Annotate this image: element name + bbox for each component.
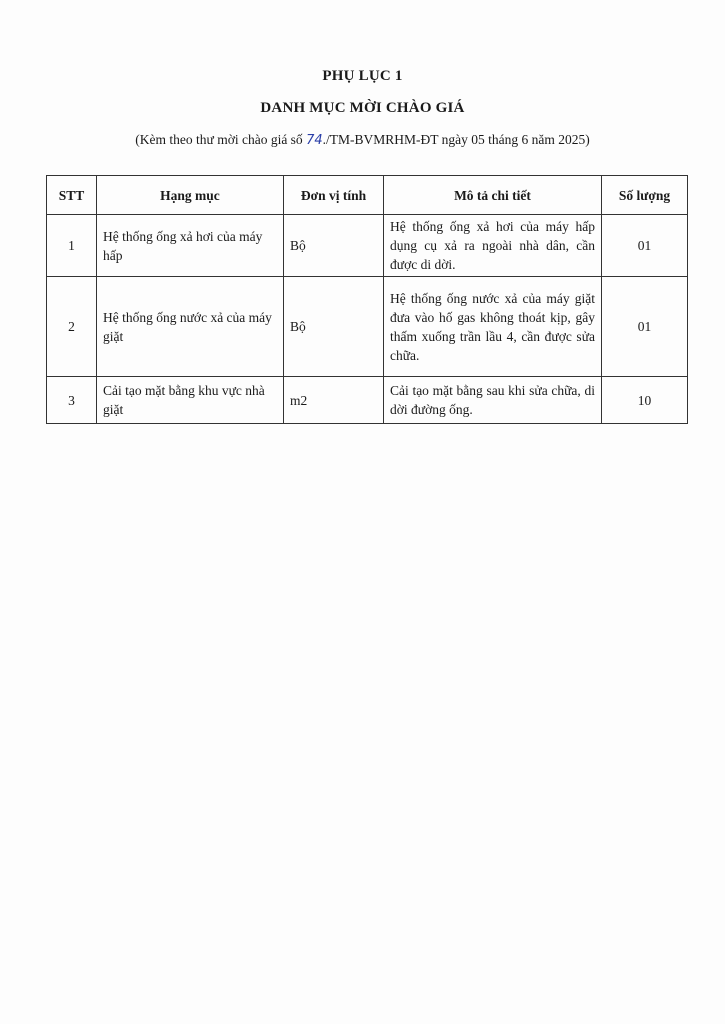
column-header-stt: STT [47, 176, 97, 215]
reference-prefix: (Kèm theo thư mời chào giá số [135, 132, 307, 147]
cell-description: Hệ thống ống nước xả của máy giặt đưa vào hố gas không thoát kịp, gây thấm xuống trần lầu 4, cần được sửa chữa. [384, 277, 602, 377]
cell-description: Hệ thống ống xả hơi của máy hấp dụng cụ xả ra ngoài nhà dân, cần được di dời. [384, 215, 602, 277]
cell-description: Cải tạo mặt bằng sau khi sửa chữa, di dời đường ống. [384, 377, 602, 424]
column-header-description: Mô tả chi tiết [384, 176, 602, 215]
cell-stt: 3 [47, 377, 97, 424]
reference-suffix: ./TM-BVMRHM-ĐT ngày 05 tháng 6 năm 2025) [322, 132, 590, 147]
column-header-quantity: Số lượng [602, 176, 688, 215]
cell-unit: Bộ [284, 215, 384, 277]
cell-quantity: 01 [602, 277, 688, 377]
column-header-unit: Đơn vị tính [284, 176, 384, 215]
table-row [47, 377, 688, 424]
cell-item: Hệ thống ống xả hơi của máy hấp [97, 215, 284, 277]
cell-quantity: 01 [602, 215, 688, 277]
cell-unit: Bộ [284, 277, 384, 377]
reference-line [0, 132, 725, 148]
handwritten-reference-number: 74 [306, 133, 323, 148]
items-table [46, 175, 688, 424]
cell-item: Hệ thống ống nước xả của máy giặt [97, 277, 284, 377]
column-header-item: Hạng mục [97, 176, 284, 215]
table-row [47, 277, 688, 377]
appendix-heading: PHỤ LỤC 1 [322, 68, 403, 84]
table-row [47, 215, 688, 277]
cell-quantity: 10 [602, 377, 688, 424]
document-title: DANH MỤC MỜI CHÀO GIÁ [260, 100, 465, 116]
cell-item: Cải tạo mặt bằng khu vực nhà giặt [97, 377, 284, 424]
table-header-row [47, 176, 688, 215]
cell-stt: 2 [47, 277, 97, 377]
cell-unit: m2 [284, 377, 384, 424]
cell-stt: 1 [47, 215, 97, 277]
